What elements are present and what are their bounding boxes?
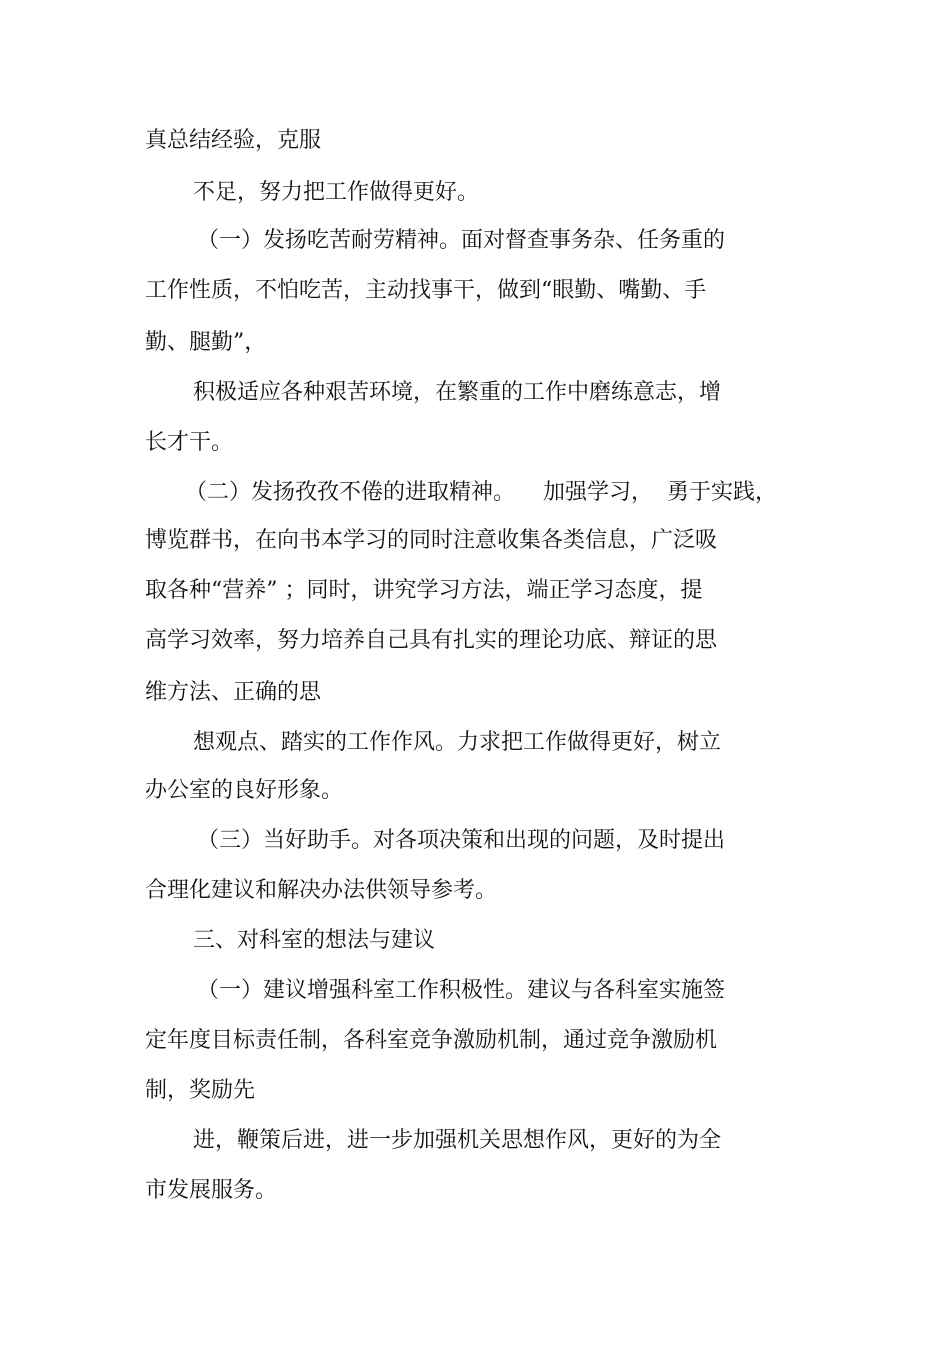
text-line: 制，奖励先 [145, 1078, 256, 1103]
text-line: 博览群书，在向书本学习的同时注意收集各类信息，广泛吸 [145, 528, 718, 553]
section-heading: 三、对科室的想法与建议 [193, 928, 436, 953]
text-line: 进，鞭策后进，进一步加强机关思想作风，更好的为全 [193, 1128, 722, 1153]
text-line: 想观点、踏实的工作作风。力求把工作做得更好，树立 [193, 730, 722, 755]
text-line: （一）发扬吃苦耐劳精神。面对督查事务杂、任务重的 [197, 228, 726, 253]
text-line: 积极适应各种艰苦环境，在繁重的工作中磨练意志，增 [193, 380, 722, 405]
text-line: 高学习效率，努力培养自己具有扎实的理论功底、辩证的思 [145, 628, 718, 653]
text-line: 长才干。 [145, 430, 234, 455]
text-line: 维方法、正确的思 [145, 680, 322, 705]
text-line: 办公室的良好形象。 [145, 778, 344, 803]
text-line: 取各种“营养” ；同时，讲究学习方法，端正学习态度，提 [145, 578, 703, 603]
text-line: 工作性质，不怕吃苦，主动找事干，做到“眼勤、嘴勤、手 [145, 278, 707, 303]
text-line: 定年度目标责任制，各科室竞争激励机制，通过竞争激励机 [145, 1028, 718, 1053]
text-line: 真总结经验，克服 [145, 128, 322, 153]
text-line: 不足，努力把工作做得更好。 [193, 180, 480, 205]
text-line: 合理化建议和解决办法供领导参考。 [145, 878, 498, 903]
text-line: （二）发扬孜孜不倦的进取精神。 加强学习， 勇于实践， [185, 480, 777, 505]
text-line: （一）建议增强科室工作积极性。建议与各科室实施签 [197, 978, 726, 1003]
text-line: 市发展服务。 [145, 1178, 278, 1203]
text-line: 勤、腿勤”， [145, 330, 267, 355]
text-line: （三）当好助手。对各项决策和出现的问题，及时提出 [197, 828, 726, 853]
